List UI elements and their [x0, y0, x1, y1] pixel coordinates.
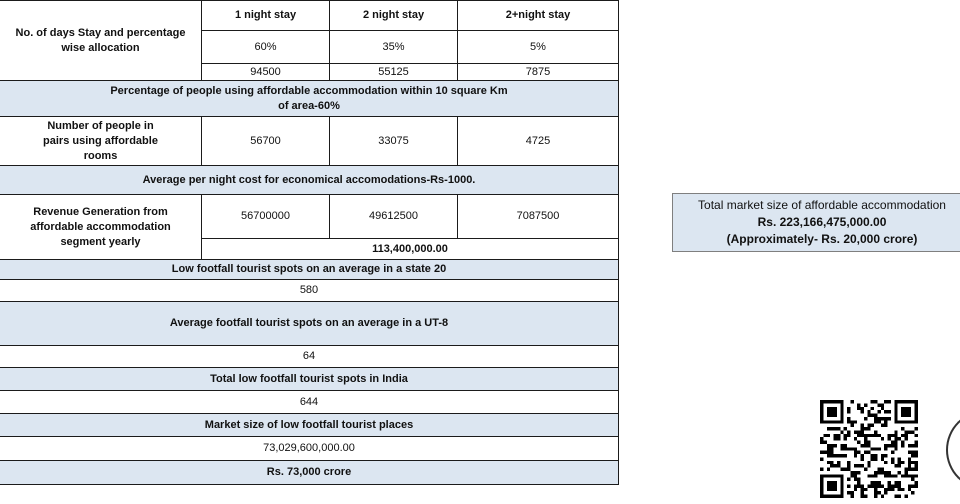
market-size-label-text: Market size of low footfall tourist places	[204, 418, 414, 431]
avg-cost-note-text: Average per night cost for economical accomodations-Rs-1000.	[142, 173, 476, 186]
pairs-cell-1	[202, 117, 330, 166]
market-size-value-text: 73,029,600,000.00	[263, 442, 355, 454]
revenue-label	[0, 195, 202, 260]
percentage-1-text: 60%	[254, 40, 277, 53]
low-footfall-state-value-text: 580	[299, 284, 319, 296]
count-cell-2	[330, 64, 458, 81]
total-low-footfall-value	[0, 391, 619, 414]
total-low-footfall-label-text: Total low footfall tourist spots in India	[210, 372, 408, 385]
count-cell-1	[202, 64, 330, 81]
summary-line-2: Rs. 223,166,475,000.00	[757, 215, 887, 229]
pairs-2-text: 33075	[378, 134, 409, 147]
avg-footfall-ut-value-text: 64	[302, 350, 316, 362]
avg-footfall-ut-label-text: Average footfall tourist spots on an average in a UT-8	[169, 317, 449, 329]
revenue-cell-1	[202, 195, 330, 239]
summary-line-3: (Approximately- Rs. 20,000 crore)	[726, 232, 918, 246]
pairs-cell-2	[330, 117, 458, 166]
pairs-label	[0, 117, 202, 166]
column-header-2-text: 2 night stay	[362, 9, 425, 21]
percentage-cell-2	[330, 31, 458, 64]
total-low-footfall-value-text: 644	[299, 395, 319, 408]
revenue-label-text: Revenue Generation from affordable accommodation segment yearly	[30, 205, 171, 248]
percentage-cell-1	[202, 31, 330, 64]
total-low-footfall-label	[0, 368, 619, 391]
total-market-summary-box	[672, 193, 960, 252]
percentage-cell-3	[458, 31, 619, 64]
avg-footfall-ut-value	[0, 346, 619, 368]
circular-badge-fragment	[946, 410, 960, 490]
low-footfall-state-label	[0, 260, 619, 280]
pairs-3-text: 4725	[525, 134, 551, 147]
percentage-3-text: 5%	[530, 40, 546, 53]
column-header-3	[458, 1, 619, 31]
market-size-value	[0, 437, 619, 461]
market-size-label	[0, 414, 619, 437]
column-header-1	[202, 1, 330, 31]
revenue-total	[202, 239, 619, 260]
revenue-1-text: 56700000	[241, 210, 290, 222]
revenue-total-text: 113,400,000.00	[372, 242, 448, 255]
column-header-1-text: 1 night stay	[234, 9, 297, 21]
column-header-3-text: 2+night stay	[505, 9, 571, 21]
stay-allocation-header	[0, 1, 202, 81]
percentage-2-text: 35%	[382, 40, 405, 53]
summary-line-1: Total market size of affordable accommodation	[698, 198, 946, 212]
column-header-2	[330, 1, 458, 31]
avg-footfall-ut-label	[0, 302, 619, 346]
qr-code-icon	[820, 400, 918, 498]
avg-cost-note	[0, 166, 619, 195]
revenue-cell-3	[458, 195, 619, 239]
pairs-cell-3	[458, 117, 619, 166]
count-2-text: 55125	[378, 65, 409, 78]
affordable-usage-note-text: Percentage of people using affordable accommodation within 10 square Km of area-60%	[110, 84, 508, 112]
low-footfall-state-value	[0, 280, 619, 302]
low-footfall-state-label-text: Low footfall tourist spots on an average in a state 20	[171, 263, 447, 275]
count-cell-3	[458, 64, 619, 81]
count-1-text: 94500	[250, 65, 281, 78]
count-3-text: 7875	[525, 65, 551, 78]
pairs-1-text: 56700	[250, 134, 281, 147]
market-size-crore-text: Rs. 73,000 crore	[266, 466, 352, 478]
stay-allocation-header-text: No. of days Stay and percentage wise allocation	[15, 26, 186, 54]
affordable-usage-note	[0, 81, 619, 117]
revenue-3-text: 7087500	[516, 210, 560, 222]
revenue-2-text: 49612500	[369, 210, 418, 222]
revenue-cell-2	[330, 195, 458, 239]
market-size-crore	[0, 461, 619, 485]
pairs-label-text: Number of people in pairs using affordable rooms	[43, 119, 158, 162]
